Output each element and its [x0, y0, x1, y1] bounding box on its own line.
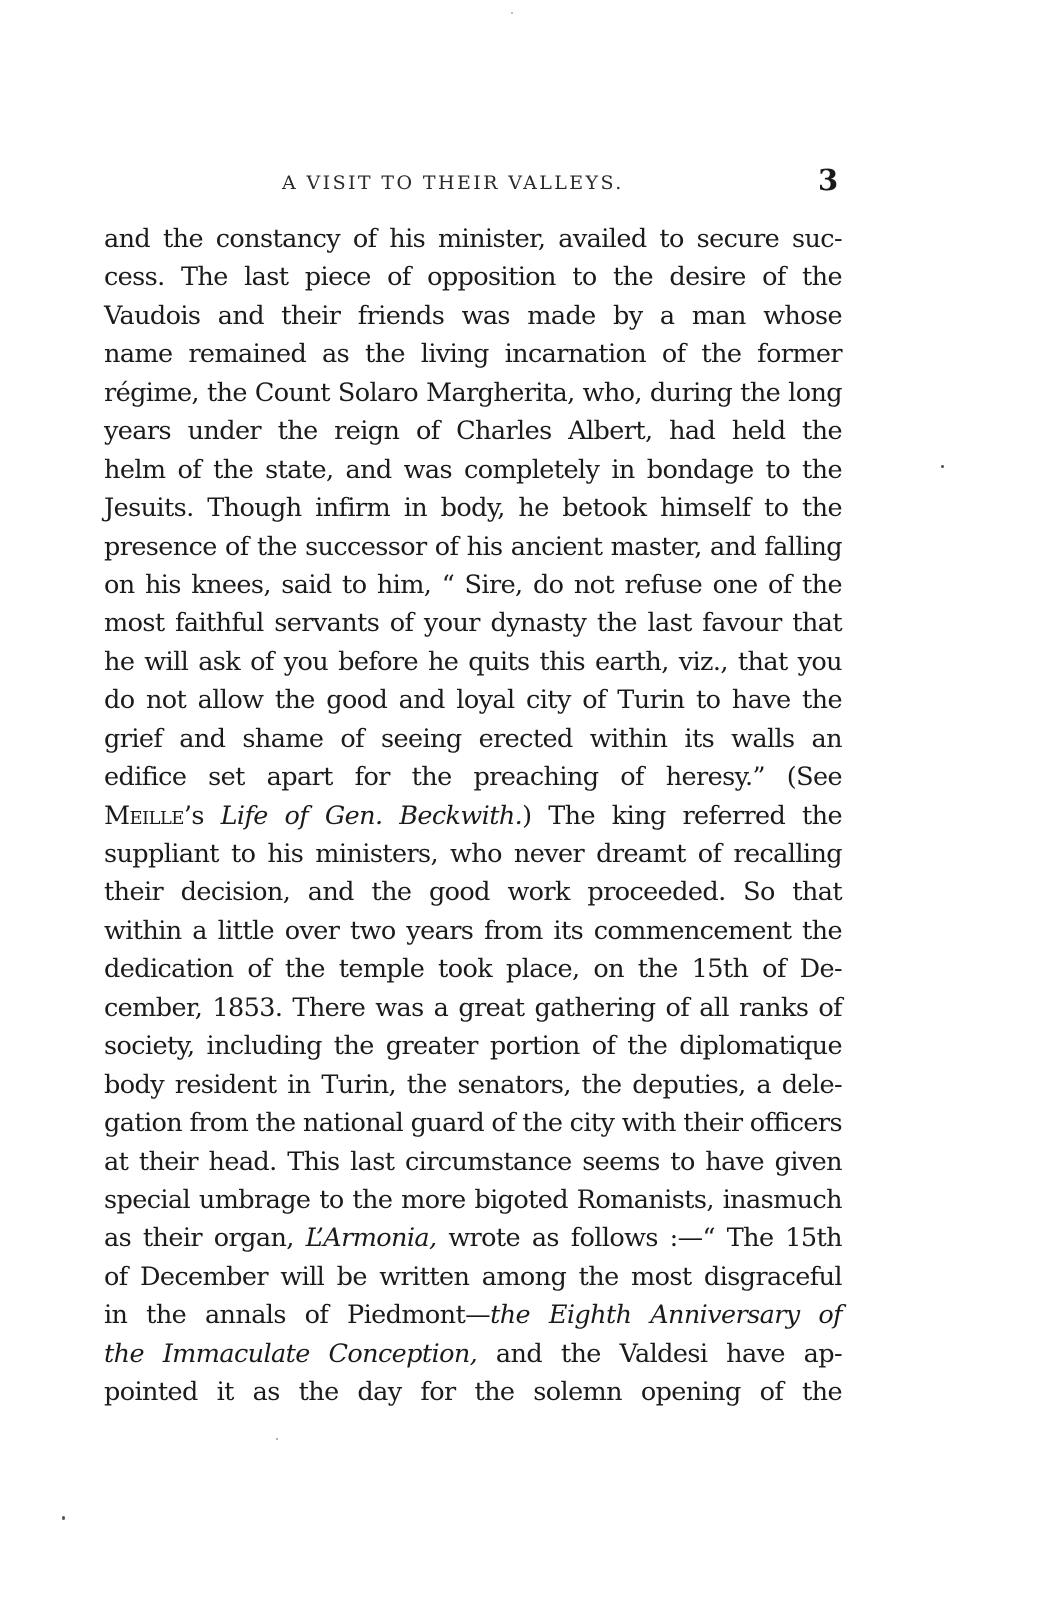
- paper-speck: [941, 465, 944, 468]
- text-line-piedmont: [104, 1296, 842, 1334]
- text-line: pointed it as the day for the solemn opening of the: [104, 1377, 842, 1408]
- text-line: edifice set apart for the preaching of heresy.” (See: [104, 762, 842, 793]
- text-line: society, including the greater portion of the diplomatique: [104, 1031, 842, 1062]
- possessive: ’s: [183, 800, 204, 831]
- text-line: suppliant to his ministers, who never dreamt of recalling: [104, 839, 842, 869]
- text-line: at their head. This last circumstance seems to have given: [104, 1146, 842, 1177]
- text-line: name remained as the living incarnation of the former: [104, 339, 842, 370]
- text-line: régime, the Count Solaro Margherita, who, during the long: [104, 377, 842, 408]
- text-line: of December will be written among the most disgraceful: [104, 1261, 842, 1292]
- text-line: grief and shame of seeing erected within its walls an: [104, 723, 842, 754]
- text-line: cember, 1853. There was a great gathering of all ranks of: [104, 992, 842, 1023]
- text-line: years under the reign of Charles Albert, had held the: [104, 416, 842, 447]
- text-line: within a little over two years from its commencement the: [104, 915, 842, 946]
- paper-speck: [62, 1516, 65, 1520]
- paper-speck: [276, 1438, 278, 1440]
- text-line: helm of the state, and was completely in bondage to the: [104, 454, 842, 485]
- newspaper-title: L’Armonia,: [305, 1223, 437, 1254]
- paper-speck: [511, 12, 513, 14]
- text-line: on his knees, said to him, “ Sire, do not refuse one of the: [104, 569, 842, 600]
- text-line: special umbrage to the more bigoted Romanists, inasmuch: [104, 1184, 842, 1215]
- text-line: do not allow the good and loyal city of Turin to have the: [104, 685, 842, 716]
- space: [204, 801, 221, 831]
- text-line: their decision, and the good work proceeded. So that: [104, 877, 842, 908]
- text-fragment: and the Valdesi have ap-: [477, 1338, 842, 1369]
- page-number: 3: [818, 163, 839, 197]
- body-text: [104, 220, 842, 1412]
- text-line: presence of the successor of his ancient master, and falling: [104, 531, 842, 562]
- text-line: cess. The last piece of opposition to the desire of the: [104, 262, 842, 293]
- text-line-citation: [104, 797, 842, 835]
- text-fragment: in the annals of Piedmont—: [104, 1300, 491, 1331]
- text-fragment: as their organ,: [104, 1223, 306, 1254]
- text-line-immaculate: [104, 1335, 842, 1373]
- italic-phrase: the Immaculate Conception,: [104, 1338, 478, 1369]
- citation-rest: ) The king referred the: [522, 800, 842, 831]
- text-line-armonia: [104, 1219, 842, 1257]
- italic-phrase: the Eighth Anniversary of: [490, 1300, 842, 1331]
- text-line: and the constancy of his minister, availed to secure suc-: [104, 224, 842, 254]
- author-name: Meille: [104, 800, 184, 831]
- text-line: Jesuits. Though infirm in body, he betook himself to the: [104, 493, 842, 524]
- text-fragment: wrote as follows :—“ The 15th: [436, 1223, 843, 1254]
- text-line: dedication of the temple took place, on the 15th of De-: [104, 954, 842, 985]
- text-line: body resident in Turin, the senators, the deputies, a dele-: [104, 1069, 842, 1100]
- text-line: gation from the national guard of the city with their officers: [104, 1108, 842, 1139]
- running-head: A VISIT TO THEIR VALLEYS.: [282, 172, 624, 194]
- text-line: he will ask of you before he quits this earth, viz., that you: [104, 646, 842, 677]
- text-line: Vaudois and their friends was made by a man whose: [104, 300, 842, 331]
- text-line: most faithful servants of your dynasty the last favour that: [104, 608, 842, 639]
- book-title: Life of Gen. Beckwith.: [220, 800, 523, 831]
